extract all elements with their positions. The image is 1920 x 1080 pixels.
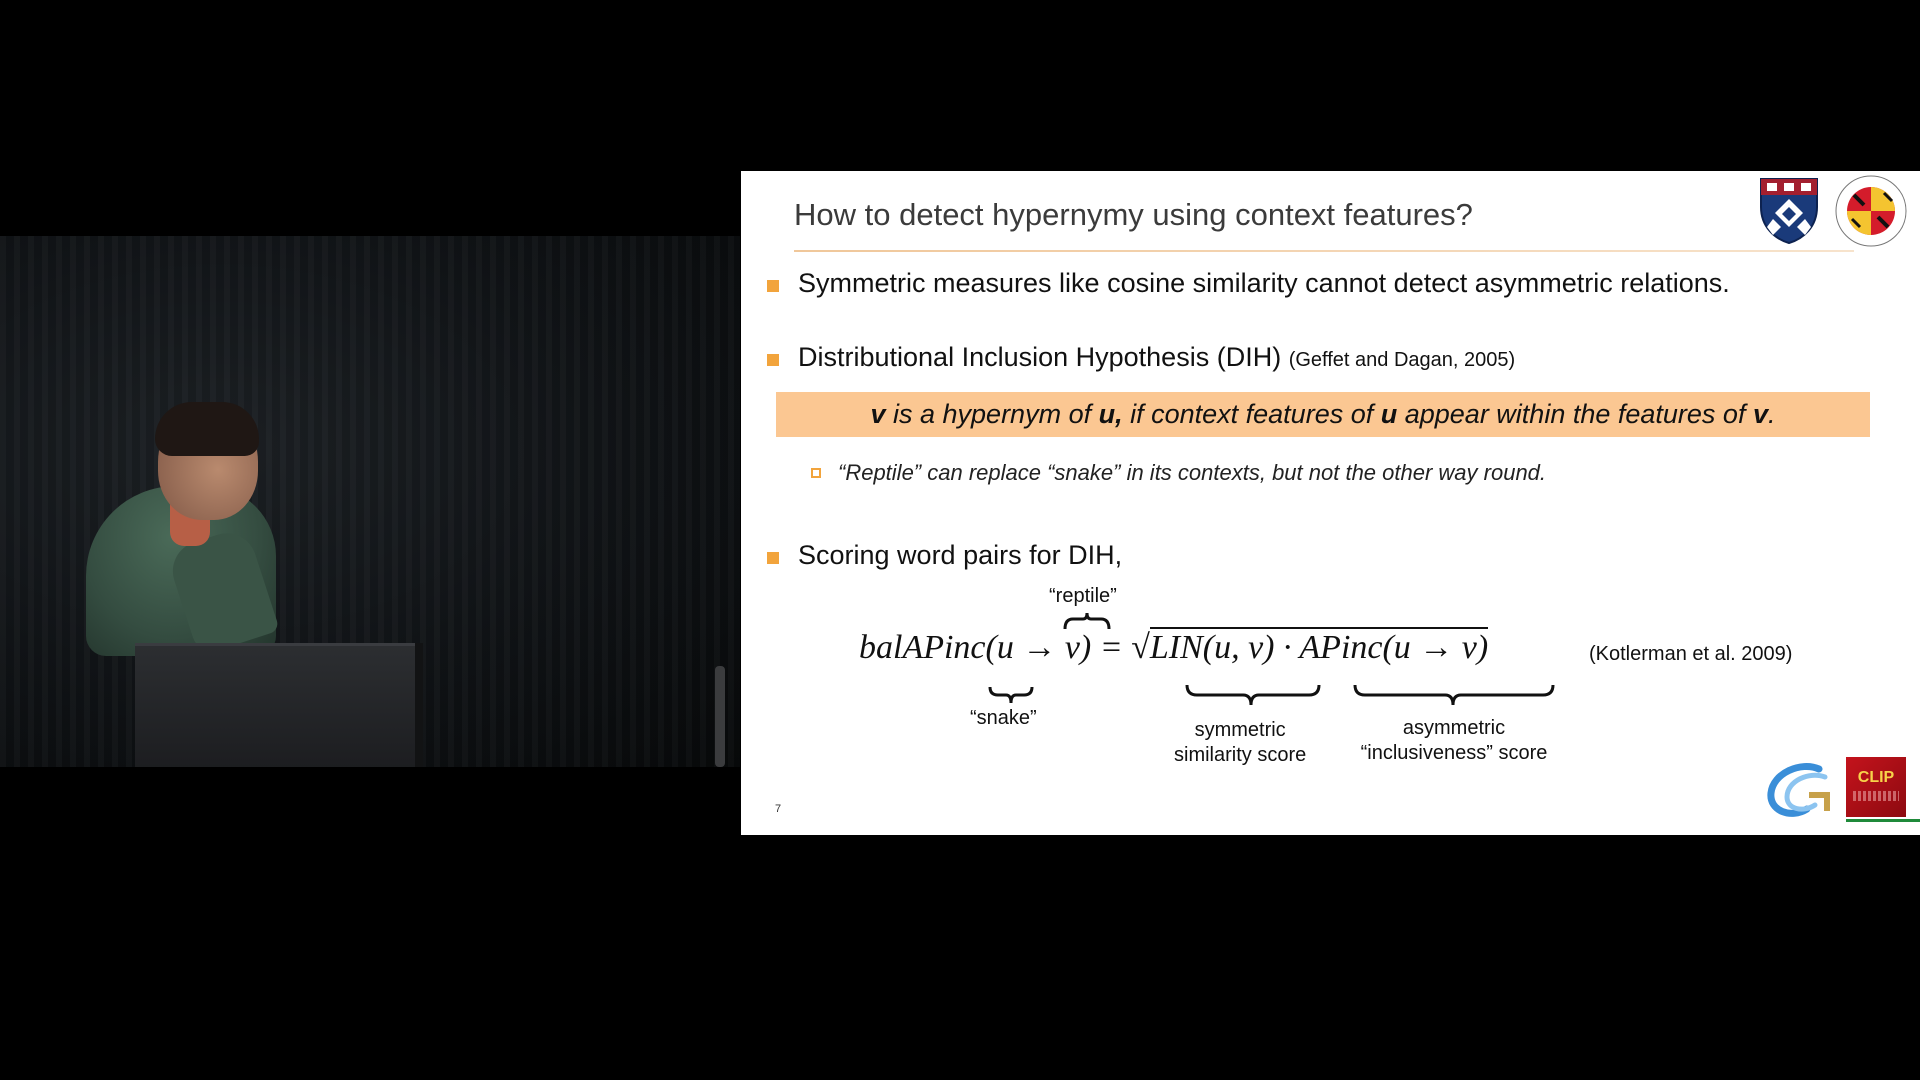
asymmetric-line-2: “inclusiveness” score [1360,742,1548,764]
sub-bullet-marker [811,468,821,478]
symmetric-line-2: similarity score [1174,744,1307,766]
speaker-hair [155,402,259,456]
penn-shield-logo [1759,177,1819,245]
def-u: u [1380,399,1398,429]
title-divider [794,250,1854,252]
formula-lhs: balAPinc(u → v) = √ [859,629,1150,666]
symmetric-brace [1185,683,1321,707]
def-part: appear within the features of [1397,399,1753,429]
bullet-marker [767,552,779,564]
def-period: . [1768,399,1776,429]
balapinc-formula [859,629,1488,667]
reptile-example: “Reptile” can replace “snake” in its contexts, but not the other way round. [838,460,1547,485]
reptile-brace [1063,611,1111,631]
swirl-logo [1765,759,1833,819]
reptile-label: “reptile” [1049,585,1117,607]
def-v: v [1752,399,1768,429]
formula-apinc: APinc(u → v) [1299,629,1489,666]
asymmetric-label [1353,717,1555,765]
def-part: is a hypernym of [885,399,1099,429]
presentation-slide [741,171,1920,835]
clip-logo-text: CLIP [1857,769,1895,786]
dih-definition-box [776,392,1870,437]
bullet-marker [767,280,779,292]
green-strip [1846,819,1920,822]
dih-text: Distributional Inclusion Hypothesis (DIH) [798,342,1282,372]
symmetric-line-1: symmetric [1194,719,1286,741]
formula-lin: LIN(u, v) [1149,629,1275,666]
def-v: v [870,399,886,429]
mic-stand [715,666,725,767]
bullet-dih [798,342,1515,373]
dih-definition [776,392,1870,437]
clip-logo-subtitle [1853,791,1899,801]
asymmetric-line-1: asymmetric [1402,717,1506,739]
def-part: if context features of [1122,399,1381,429]
snake-brace [988,685,1034,705]
snake-label: “snake” [970,707,1037,729]
formula-dot: · [1274,629,1300,666]
bullet-scoring: Scoring word pairs for DIH, [798,540,1123,570]
dih-citation: (Geffet and Dagan, 2005) [1288,349,1516,371]
umd-seal-logo [1834,173,1908,249]
clip-logo [1846,757,1906,817]
bullet-marker [767,354,779,366]
bullet-symmetric-measures: Symmetric measures like cosine similarity cannot detect asymmetric relations. [798,268,1730,298]
slide-title: How to detect hypernymy using context features? [794,197,1473,232]
asymmetric-brace [1353,683,1555,707]
kotlerman-citation: (Kotlerman et al. 2009) [1589,643,1793,665]
speaker-video [0,236,740,767]
def-u: u, [1098,399,1123,429]
podium [135,643,423,767]
podium-edge [415,643,423,767]
page-number: 7 [775,803,782,815]
symmetric-label [1174,719,1306,767]
